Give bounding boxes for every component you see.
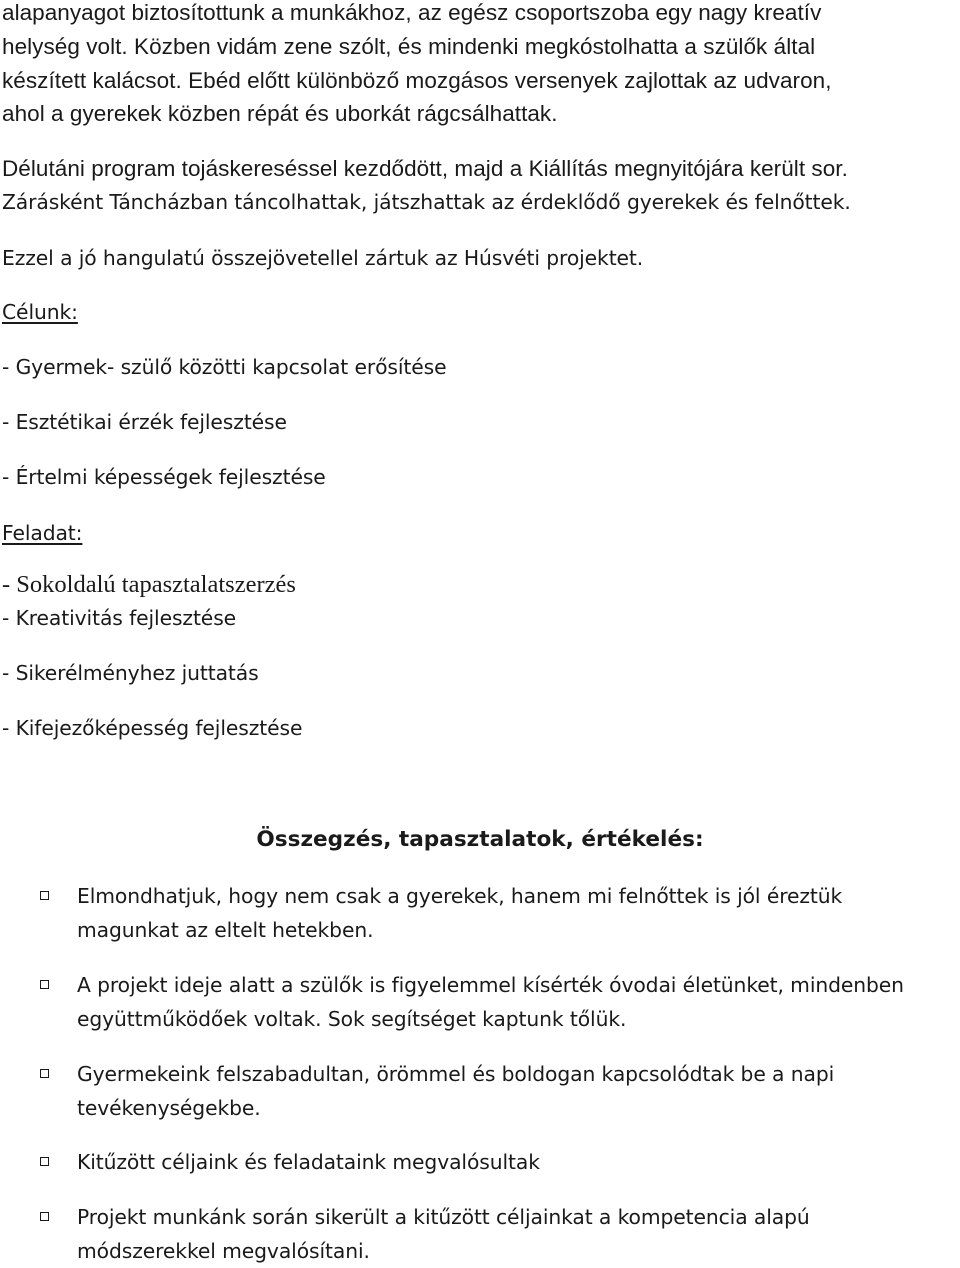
task-item: - Kifejezőképesség fejlesztése — [2, 716, 303, 740]
task-item: - Sokoldalú tapasztalatszerzés — [2, 571, 296, 598]
evaluation-heading: Összegzés, tapasztalatok, értékelés: — [256, 827, 704, 852]
intro-line: alapanyagot biztosítottunk a munkákhoz, az egész csoportszoba egy nagy kreatív — [2, 0, 822, 25]
goals-heading: Célunk: — [2, 300, 78, 324]
goal-item: - Gyermek- szülő közötti kapcsolat erősítése — [2, 355, 447, 379]
goal-item: - Értelmi képességek fejlesztése — [2, 465, 326, 489]
summary-line: Ezzel a jó hangulatú összejövetellel zártuk az Húsvéti projektet. — [2, 246, 644, 270]
square-bullet-icon — [40, 1069, 49, 1078]
intro-line: készített kalácsot. Ebéd előtt különböző mozgásos versenyek zajlottak az udvaron, — [2, 68, 832, 93]
intro-line: helység volt. Közben vidám zene szólt, és mindenki megkóstolhatta a szülők által — [2, 34, 816, 59]
square-bullet-icon — [40, 891, 49, 900]
square-bullet-icon — [40, 1212, 49, 1221]
evaluation-bullet: Projekt munkánk során sikerült a kitűzött céljainkat a kompetencia alapú módszerekkel megvalósítani. — [77, 1205, 810, 1263]
task-item: - Kreativitás fejlesztése — [2, 606, 237, 630]
evaluation-bullet: Kitűzött céljaink és feladataink megvalósultak — [77, 1150, 540, 1174]
tasks-heading: Feladat: — [2, 521, 83, 545]
goal-item: - Esztétikai érzék fejlesztése — [2, 410, 287, 434]
afternoon-line: Délutáni program tojáskereséssel kezdődött, majd a Kiállítás megnyitójára került sor. — [2, 156, 848, 181]
evaluation-bullet: A projekt ideje alatt a szülők is figyelemmel kísérték óvodai életünket, mindenben együttműködőek voltak. Sok segítséget kaptunk tőlük. — [77, 973, 904, 1031]
evaluation-bullet: Elmondhatjuk, hogy nem csak a gyerekek, hanem mi felnőttek is jól éreztük magunkat az eltelt hetekben. — [77, 884, 843, 942]
square-bullet-icon — [40, 980, 49, 989]
square-bullet-icon — [40, 1157, 49, 1166]
intro-line: ahol a gyerekek közben répát és uborkát rágcsálhattak. — [2, 101, 558, 126]
evaluation-bullet: Gyermekeink felszabadultan, örömmel és boldogan kapcsolódtak be a napi tevékenységekbe. — [77, 1062, 835, 1120]
task-item: - Sikerélményhez juttatás — [2, 661, 259, 685]
closing-line: Zárásként Táncházban táncolhattak, játszhattak az érdeklődő gyerekek és felnőttek. — [2, 190, 851, 214]
